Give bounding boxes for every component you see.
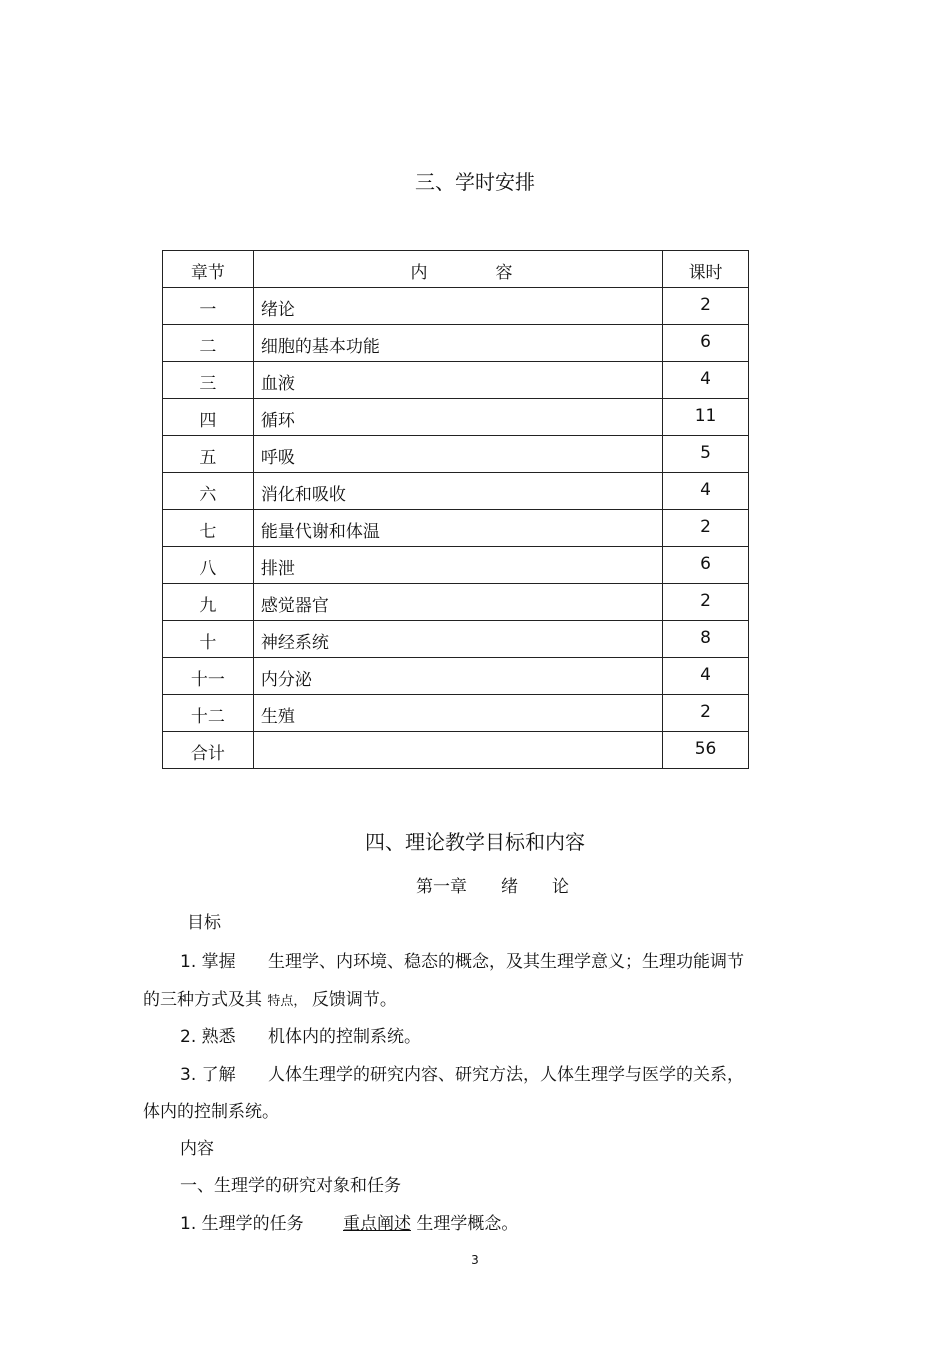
goal-3-text: 人体生理学的研究内容、研究方法，人体生理学与医学的关系，: [268, 1065, 744, 1085]
content-item-2: [343, 1209, 518, 1234]
hours-cell: 2: [663, 695, 749, 732]
section-3-title: 三、学时安排: [415, 170, 535, 194]
content-cell: 绪论: [253, 288, 662, 325]
table-row: [163, 658, 749, 695]
chapter-1-heading: 第一章 绪 论: [416, 877, 569, 897]
chapter-cell: 六: [163, 473, 254, 510]
content-item-1: 一、生理学的研究对象和任务: [180, 1176, 401, 1196]
hours-cell: 2: [663, 584, 749, 621]
table-row: [163, 473, 749, 510]
chapter-cell: 十一: [163, 658, 254, 695]
table-row: [163, 621, 749, 658]
page-number: 3: [471, 1253, 479, 1267]
chapter-cell: 二: [163, 325, 254, 362]
goal-2-prefix: 2. 熟悉: [180, 1027, 236, 1047]
content-cell: 血液: [253, 362, 662, 399]
content-cell: 生殖: [253, 695, 662, 732]
hours-cell: 4: [663, 658, 749, 695]
table-row: [163, 436, 749, 473]
content-cell: 感觉器官: [253, 584, 662, 621]
table-row: [163, 547, 749, 584]
content-item-2-emphasis: 重点阐述: [343, 1214, 411, 1234]
hours-cell: 6: [663, 325, 749, 362]
chapter-cell: 五: [163, 436, 254, 473]
hours-cell: 11: [663, 399, 749, 436]
hours-cell: 2: [663, 510, 749, 547]
table-row: [163, 695, 749, 732]
table-row: [163, 288, 749, 325]
content-item-2-prefix: 1. 生理学的任务: [180, 1214, 304, 1234]
hours-cell: 4: [663, 473, 749, 510]
chapter-cell: 十: [163, 621, 254, 658]
content-cell: 细胞的基本功能: [253, 325, 662, 362]
hours-cell: 2: [663, 288, 749, 325]
goal-1-line-2: [143, 985, 397, 1010]
content-cell: 神经系统: [253, 621, 662, 658]
schedule-table: [162, 250, 749, 769]
hours-cell: 6: [663, 547, 749, 584]
content-item-2-text: 生理学概念。: [416, 1214, 519, 1234]
hours-cell: 56: [663, 732, 749, 769]
chapter-cell: 四: [163, 399, 254, 436]
chapter-cell: 十二: [163, 695, 254, 732]
table-row: [163, 732, 749, 769]
chapter-cell: 合计: [163, 732, 254, 769]
table-row: [163, 325, 749, 362]
hours-cell: 5: [663, 436, 749, 473]
content-label: 内容: [180, 1139, 214, 1159]
goal-3-prefix: 3. 了解: [180, 1065, 236, 1085]
table-row: [163, 584, 749, 621]
chapter-cell: 一: [163, 288, 254, 325]
chapter-cell: 三: [163, 362, 254, 399]
goal-1-line-2-end: 反馈调节。: [311, 990, 397, 1010]
table-header-row: [163, 251, 749, 288]
goals-label: 目标: [187, 913, 221, 933]
header-hours: 课时: [663, 251, 749, 288]
table-row: [163, 399, 749, 436]
hours-cell: 4: [663, 362, 749, 399]
chapter-cell: 九: [163, 584, 254, 621]
goal-1-prefix: 1. 掌握: [180, 952, 236, 972]
header-chapter: 章节: [163, 251, 254, 288]
content-cell: 内分泌: [253, 658, 662, 695]
chapter-cell: 七: [163, 510, 254, 547]
content-cell: 能量代谢和体温: [253, 510, 662, 547]
content-cell: 排泄: [253, 547, 662, 584]
goal-1-text: 生理学、内环境、稳态的概念，及其生理学意义；生理功能调节: [268, 952, 744, 972]
content-cell: 消化和吸收: [253, 473, 662, 510]
content-cell: 循环: [253, 399, 662, 436]
section-4-title: 四、理论教学目标和内容: [365, 830, 585, 854]
content-cell: [253, 732, 662, 769]
header-content: 内 容: [253, 251, 662, 288]
table-row: [163, 510, 749, 547]
content-cell: 呼吸: [253, 436, 662, 473]
goal-1-small-text: 特点，: [267, 994, 307, 1009]
goal-2-text: 机体内的控制系统。: [268, 1027, 421, 1047]
chapter-cell: 八: [163, 547, 254, 584]
hours-cell: 8: [663, 621, 749, 658]
goal-3-line-2: 体内的控制系统。: [143, 1102, 279, 1122]
table-row: [163, 362, 749, 399]
goal-1-line-2-text: 的三种方式及其: [143, 990, 262, 1010]
